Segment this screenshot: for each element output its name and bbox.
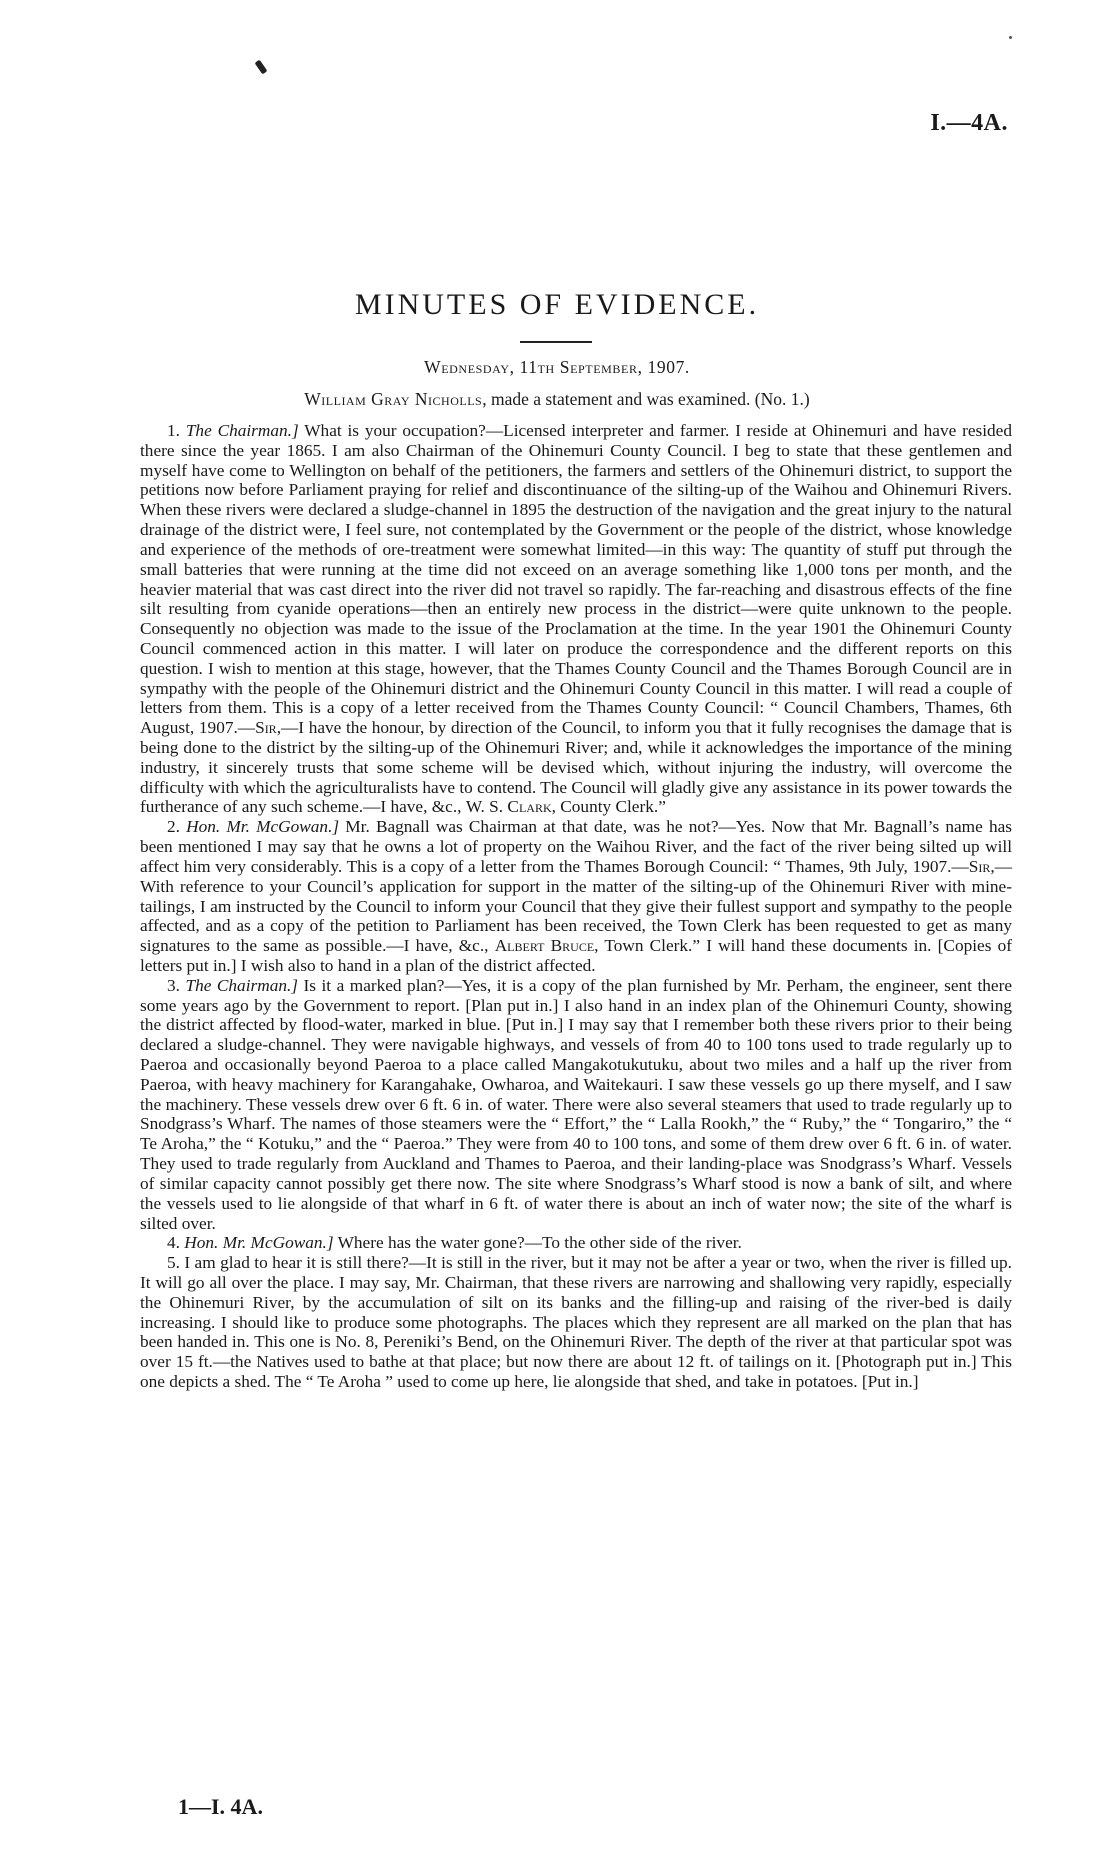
letter-salutation: Sir bbox=[968, 856, 991, 876]
evidence-paragraph-4 bbox=[140, 1233, 1012, 1253]
speaker-label: Hon. Mr. McGowan.] bbox=[184, 1233, 334, 1253]
session-date: Wednesday, 11th September, 1907. bbox=[424, 357, 690, 377]
witness-line bbox=[0, 389, 1114, 410]
letter-signatory: W. S. Clark bbox=[465, 797, 552, 817]
evidence-paragraph-1 bbox=[140, 421, 1012, 817]
paragraph-text: , Town Clerk.” I will hand these documents in. [Copies of letters put in.] I wish also to hand in a plan of the district affected. bbox=[140, 936, 1013, 975]
evidence-paragraph-3 bbox=[140, 976, 1012, 1234]
witness-statement: , made a statement and was examined. (No. 1.) bbox=[482, 389, 810, 409]
paragraph-text: Where has the water gone?—To the other side of the river. bbox=[333, 1233, 742, 1253]
paragraph-text: I am glad to hear it is still there?—It is still in the river, but it may not be after a year or two, when the river is filled up. It will go all over the place. I may say, Mr. Chairman, that these rivers are narrowing and shallowing very rapidly, especially the Ohinemuri River, by the accumulation of silt on its banks and the filling-up and raising of the river-bed is daily increasing. I should like to produce some photographs. The places which they represent are all marked on the plan that has been handed in. This one is No. 8, Pereniki’s Bend, on the Ohinemuri River. The depth of the river at that particular spot was over 15 ft.—the Natives used to bathe at that place; but now there are about 12 ft. of tailings on it. [Photograph put in.] This one depicts a shed. The “ Te Aroha ” used to come up here, lie alongside that shed, and take in potatoes. [Put in.] bbox=[140, 1253, 1012, 1391]
paragraph-text: Mr. Bagnall was Chairman at that date, was he not?—Yes. Now that Mr. Bagnall’s name has been mentioned I may say that he owns a lot of property on the Waihou River, and the fact of the river being silted up will affect him very considerably. This is a copy of a letter from the Thames Borough Council: “ Thames, 9th July, 1907.— bbox=[140, 817, 1012, 876]
page-title: MINUTES OF EVIDENCE. bbox=[354, 288, 760, 321]
paragraph-text: Is it a marked plan?—Yes, it is a copy of the plan furnished by Mr. Perham, the engineer, sent there some years ago by the Government to report. [Plan put in.] I also hand in an index plan of the Ohinemuri County, showing the district affected by flood-water, marked in blue. [Put in.] I may say that I remember both these rivers prior to their being declared a sludge-channel. They were navigable highways, and vessels of from 40 to 100 tons used to trade regularly up to Paeroa and occasionally beyond Paeroa to a place called Mangakotukutuku, about two miles and a half up the river from Paeroa, with heavy machinery for Karangahake, Owharoa, and Waitekauri. I saw these vessels go up there myself, and I saw the machinery. These vessels drew over 6 ft. 6 in. of water. There were also several steamers that used to trade regularly up to Snodgrass’s Wharf. The names of those steamers were the “ Effort,” the “ Lalla Rookh,” the “ Ruby,” the “ Tongariro,” the “ Te Aroha,” the “ Kotuku,” and the “ Paeroa.” They were from 40 to 100 tons, and some of them drew over 6 ft. 6 in. of water. They used to trade regularly from Auckland and Thames to Paeroa, and their landing-place was Snodgrass’s Wharf. Vessels of similar capacity cannot possibly get there now. The site where Snodgrass’s Wharf stood is now a bank of silt, and where the vessels used to lie alongside of that wharf in 6 ft. of water there is about an inch of water now; the site of the wharf is silted over. bbox=[140, 975, 1012, 1233]
question-number: 2. bbox=[167, 817, 180, 837]
question-number: 3. bbox=[167, 975, 180, 995]
question-number: 5. bbox=[167, 1253, 180, 1273]
witness-name: William Gray Nicholls bbox=[304, 389, 483, 409]
page-signature-mark: 1—I. 4A. bbox=[178, 1794, 263, 1819]
speaker-label: The Chairman.] bbox=[185, 421, 299, 440]
letter-salutation: Sir bbox=[255, 718, 277, 738]
evidence-body bbox=[140, 421, 1012, 1392]
speaker-label: Hon. Mr. McGowan.] bbox=[186, 817, 340, 837]
paragraph-text: ,—I have the honour, by direction of the Council, to inform you that it fully recognises the damage that is being done to the district by the silting-up of the Ohinemuri River; and, while it acknowledges the importance of the mining industry, it sincerely trusts that some scheme will be devised which, without injuring the industry, will overcome the difficulty with which the agriculturalists have to contend. The Council will gladly give any assistance in its power towards the furtherance of any such scheme.—I have, &c., bbox=[140, 718, 1012, 817]
paragraph-text: , County Clerk.” bbox=[551, 797, 666, 817]
question-number: 4. bbox=[167, 1233, 180, 1253]
question-number: 1. bbox=[167, 421, 180, 440]
ink-mark bbox=[255, 60, 268, 75]
paragraph-text: ,—With reference to your Council’s application for support in the matter of the silting-up of the Ohinemuri River with mine-tailings, I am instructed by the Council to inform your Council that they give their fullest support and sympathy to the people affected, and as a copy of the petition to Parliament has been received, the Town Clerk has been requested to get as many signatures to the same as possible.—I have, &c., bbox=[140, 856, 1012, 956]
title-divider bbox=[520, 341, 592, 343]
evidence-paragraph-5 bbox=[140, 1253, 1012, 1392]
letter-signatory: Albert Bruce bbox=[494, 936, 595, 956]
paragraph-text: What is your occupation?—Licensed interpreter and farmer. I reside at Ohinemuri and have resided there since the year 1865. I am also Chairman of the Ohinemuri County Council. I beg to state that these gentlemen and myself have come to Wellington on behalf of the petitioners, the farmers and settlers of the Ohinemuri district, to support the petitions now before Parliament praying for relief and discontinuance of the silting-up of the Waihou and Ohinemuri Rivers. When these rivers were declared a sludge-channel in 1895 the destruction of the navigation and the great injury to the natural drainage of the district were, I feel sure, not contemplated by the Government or the people of the district, whose knowledge and experience of the methods of ore-treatment were somewhat limited—in this way: The quantity of stuff put through the small batteries that were running at the time did not exceed on an average something like 1,000 tons per month, and the heavier material that was cast direct into the river did not travel so rapidly. The far-reaching and disastrous effects of the fine silt resulting from cyanide operations—then an entirely new process in the district—were quite unknown to the people. Consequently no objection was made to the issue of the Proclamation at the time. In the year 1901 the Ohinemuri County Council commenced action in this matter. I will later on produce the correspondence and the different reports on this question. I wish to mention at this stage, however, that the Thames County Council and the Thames Borough Council are in sympathy with the people of the Ohinemuri district and the Ohinemuri County Council in this matter. I will read a couple of letters from them. This is a copy of a letter received from the Thames County Council: “ Council Chambers, Thames, 6th August, 1907.— bbox=[140, 421, 1012, 738]
document-reference: I.—4A. bbox=[930, 110, 1008, 136]
evidence-paragraph-2 bbox=[140, 817, 1012, 976]
ink-speck bbox=[1009, 36, 1012, 39]
speaker-label: The Chairman.] bbox=[185, 975, 299, 995]
